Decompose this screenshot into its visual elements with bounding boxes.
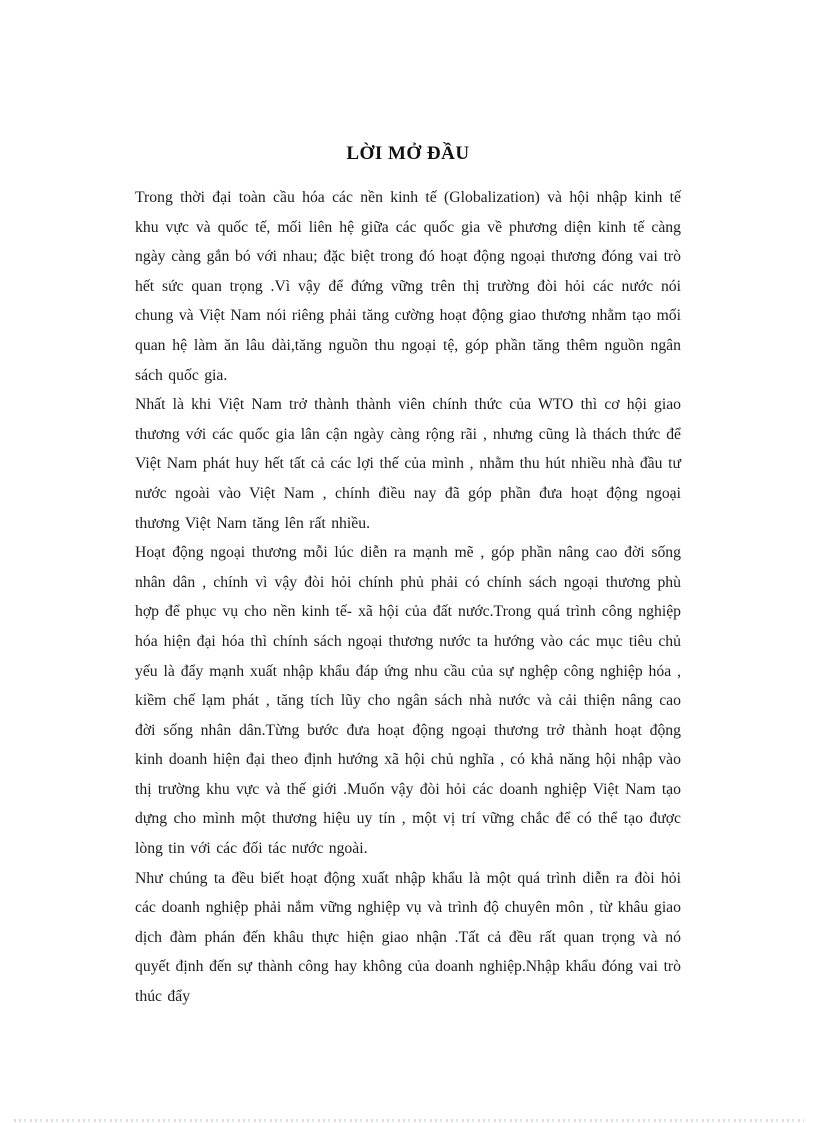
document-body (135, 183, 681, 1012)
paragraph-foreign-trade-policy: Hoạt động ngoại thương mỗi lúc diễn ra mạnh mẽ , góp phần nâng cao đời sống nhân dân , chính vì vậy đòi hỏi chính phủ phải có chính sách ngoại thương phù hợp để phục vụ cho nền kinh tế- xã hội của đất nước.Trong quá trình công nghiệp hóa hiện đại hóa thì chính sách ngoại thương nước ta hướng vào các mục tiêu chủ yếu là đẩy mạnh xuất nhập khẩu đáp ứng nhu cầu của sự nghệp công nghiệp hóa , kiềm chế lạm phát , tăng tích lũy cho ngân sách nhà nước và cải thiện nâng cao đời sống nhân dân.Từng bước đưa hoạt động ngoại thương trở thành hoạt động kinh doanh hiện đại theo định hướng xã hội chủ nghĩa , có khả năng hội nhập vào thị trường khu vực và thế giới .Muốn vậy đòi hỏi các doanh nghiệp Việt Nam tạo dựng cho mình một thương hiệu uy tín , một vị trí vững chắc để có thể tạo được lòng tin với các đối tác nước ngoài. (135, 544, 681, 858)
page-title: LỜI MỞ ĐẦU (346, 143, 470, 164)
paragraph-intro-globalization: Trong thời đại toàn cầu hóa các nền kinh tế (Globalization) và hội nhập kinh tế khu vực và quốc tế, mối liên hệ giữa các quốc gia về phương diện kinh tế càng ngày càng gắn bó với nhau; đặc biệt trong đó hoạt động ngoại thương đóng vai trò hết sức quan trọng .Vì vậy để đứng vững trên thị trường đòi hỏi các nước nói chung và Việt Nam nói riêng phải tăng cường hoạt động giao thương nhằm tạo mối quan hệ làm ăn lâu dài,tăng nguồn thu ngoại tệ, góp phần tăng thêm nguồn ngân sách quốc gia. (135, 189, 681, 384)
paragraph-wto: Nhất là khi Việt Nam trở thành thành viên chính thức của WTO thì cơ hội giao thương với các quốc gia lân cận ngày càng rộng rãi , nhưng cũng là thách thức để Việt Nam phát huy hết tất cả các lợi thế của mình , nhằm thu hút nhiều nhà đầu tư nước ngoài vào Việt Nam , chính điều nay đã góp phần đưa hoạt động ngoại thương Việt Nam tăng lên rất nhiều. (135, 396, 681, 532)
bottom-dotted-border (14, 1119, 804, 1122)
paragraph-import-export-process: Như chúng ta đều biết hoạt động xuất nhập khẩu là một quá trình diễn ra đòi hỏi các doanh nghiệp phải nắm vững nghiệp vụ và trình độ chuyên môn , từ khâu giao dịch đàm phán đến khâu thực hiện giao nhận .Tất cả đều rất quan trọng và nó quyết định đến sự thành công hay không của doanh nghiệp.Nhập khẩu đóng vai trò thúc đẩy (135, 869, 681, 1006)
